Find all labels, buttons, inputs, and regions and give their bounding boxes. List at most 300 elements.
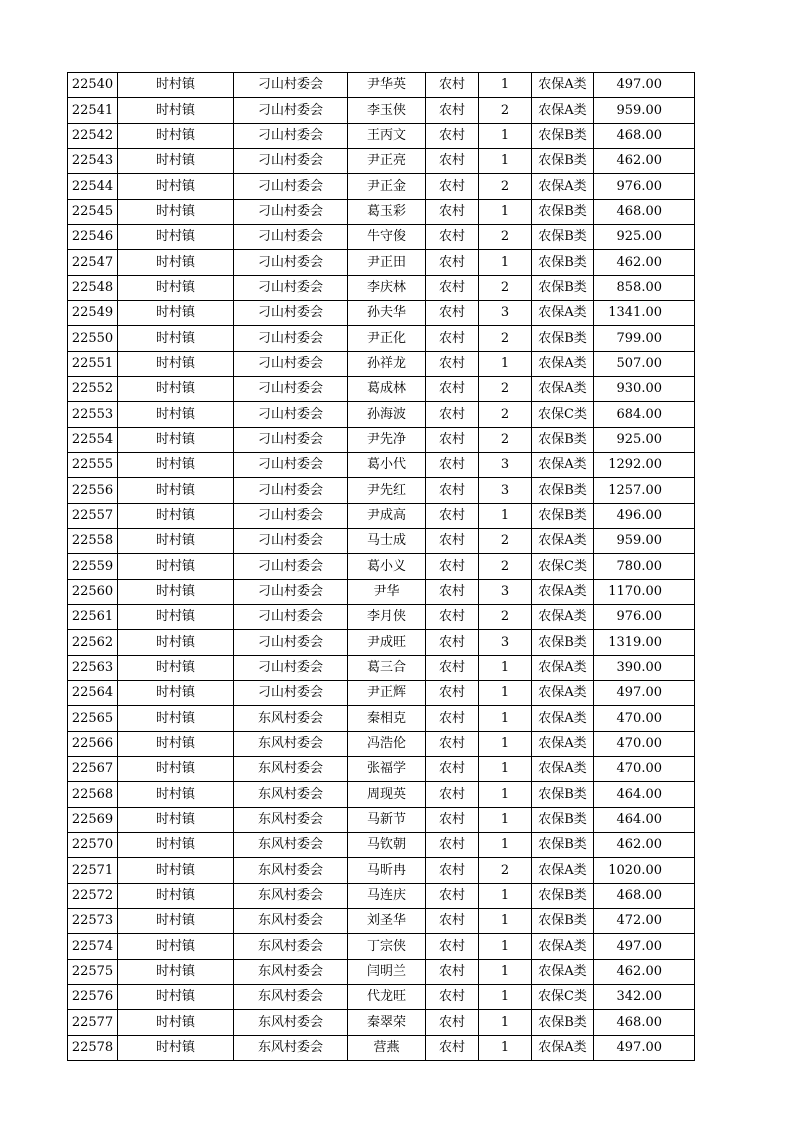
- household-size-cell: 1: [479, 934, 532, 960]
- town-cell: 时村镇: [118, 1010, 234, 1036]
- category-cell: 农村: [426, 1036, 479, 1061]
- amount-cell: 1257.00: [594, 478, 695, 504]
- name-cell: 孙夫华: [348, 301, 426, 326]
- village-committee-cell: 东风村委会: [234, 757, 348, 782]
- category-cell: 农村: [426, 200, 479, 225]
- household-size-cell: 2: [479, 276, 532, 301]
- row-number-cell: 22565: [68, 706, 118, 732]
- village-committee-cell: 刁山村委会: [234, 377, 348, 402]
- benefit-type-cell: 农保C类: [532, 402, 594, 428]
- benefit-type-cell: 农保A类: [532, 681, 594, 706]
- benefit-type-cell: 农保C类: [532, 985, 594, 1010]
- town-cell: 时村镇: [118, 352, 234, 377]
- table-row: [68, 884, 695, 909]
- name-cell: 闫明兰: [348, 960, 426, 985]
- table-row: [68, 98, 695, 124]
- town-cell: 时村镇: [118, 732, 234, 757]
- category-cell: 农村: [426, 149, 479, 174]
- household-size-cell: 1: [479, 73, 532, 98]
- name-cell: 尹先红: [348, 478, 426, 504]
- benefit-type-cell: 农保A类: [532, 529, 594, 554]
- town-cell: 时村镇: [118, 656, 234, 681]
- amount-cell: 1292.00: [594, 453, 695, 478]
- name-cell: 尹正辉: [348, 681, 426, 706]
- amount-cell: 468.00: [594, 884, 695, 909]
- table-row: [68, 960, 695, 985]
- town-cell: 时村镇: [118, 174, 234, 200]
- amount-cell: 858.00: [594, 276, 695, 301]
- village-committee-cell: 东风村委会: [234, 732, 348, 757]
- benefit-type-cell: 农保B类: [532, 478, 594, 504]
- household-size-cell: 3: [479, 630, 532, 656]
- row-number-cell: 22548: [68, 276, 118, 301]
- amount-cell: 462.00: [594, 833, 695, 858]
- name-cell: 冯浩伦: [348, 732, 426, 757]
- benefit-type-cell: 农保A类: [532, 656, 594, 681]
- amount-cell: 470.00: [594, 706, 695, 732]
- benefit-type-cell: 农保B类: [532, 630, 594, 656]
- row-number-cell: 22562: [68, 630, 118, 656]
- amount-cell: 925.00: [594, 428, 695, 453]
- row-number-cell: 22560: [68, 580, 118, 605]
- category-cell: 农村: [426, 377, 479, 402]
- table-row: [68, 757, 695, 782]
- town-cell: 时村镇: [118, 833, 234, 858]
- town-cell: 时村镇: [118, 504, 234, 529]
- name-cell: 马钦朝: [348, 833, 426, 858]
- household-size-cell: 3: [479, 580, 532, 605]
- town-cell: 时村镇: [118, 276, 234, 301]
- household-size-cell: 1: [479, 808, 532, 833]
- category-cell: 农村: [426, 174, 479, 200]
- row-number-cell: 22567: [68, 757, 118, 782]
- benefit-type-cell: 农保A类: [532, 377, 594, 402]
- amount-cell: 976.00: [594, 174, 695, 200]
- village-committee-cell: 东风村委会: [234, 1036, 348, 1061]
- table-row: [68, 301, 695, 326]
- household-size-cell: 2: [479, 225, 532, 250]
- household-size-cell: 2: [479, 402, 532, 428]
- benefit-type-cell: 农保B类: [532, 833, 594, 858]
- table-row: [68, 174, 695, 200]
- village-committee-cell: 刁山村委会: [234, 301, 348, 326]
- name-cell: 葛小代: [348, 453, 426, 478]
- village-committee-cell: 刁山村委会: [234, 504, 348, 529]
- name-cell: 马士成: [348, 529, 426, 554]
- table-row: [68, 1036, 695, 1061]
- row-number-cell: 22576: [68, 985, 118, 1010]
- town-cell: 时村镇: [118, 124, 234, 149]
- row-number-cell: 22573: [68, 909, 118, 934]
- row-number-cell: 22549: [68, 301, 118, 326]
- row-number-cell: 22570: [68, 833, 118, 858]
- table-row: [68, 833, 695, 858]
- amount-cell: 959.00: [594, 529, 695, 554]
- table-row: [68, 326, 695, 352]
- category-cell: 农村: [426, 808, 479, 833]
- household-size-cell: 2: [479, 174, 532, 200]
- category-cell: 农村: [426, 124, 479, 149]
- table-row: [68, 808, 695, 833]
- name-cell: 李月侠: [348, 605, 426, 630]
- town-cell: 时村镇: [118, 782, 234, 808]
- row-number-cell: 22564: [68, 681, 118, 706]
- benefit-type-cell: 农保A类: [532, 352, 594, 377]
- row-number-cell: 22572: [68, 884, 118, 909]
- town-cell: 时村镇: [118, 200, 234, 225]
- benefit-type-cell: 农保B类: [532, 1010, 594, 1036]
- name-cell: 尹成高: [348, 504, 426, 529]
- row-number-cell: 22561: [68, 605, 118, 630]
- amount-cell: 925.00: [594, 225, 695, 250]
- village-committee-cell: 刁山村委会: [234, 529, 348, 554]
- table-row: [68, 73, 695, 98]
- town-cell: 时村镇: [118, 757, 234, 782]
- village-committee-cell: 刁山村委会: [234, 200, 348, 225]
- table-row: [68, 453, 695, 478]
- category-cell: 农村: [426, 453, 479, 478]
- row-number-cell: 22551: [68, 352, 118, 377]
- benefit-type-cell: 农保A类: [532, 1036, 594, 1061]
- table-row: [68, 1010, 695, 1036]
- row-number-cell: 22559: [68, 554, 118, 580]
- benefit-type-cell: 农保A类: [532, 301, 594, 326]
- category-cell: 农村: [426, 833, 479, 858]
- category-cell: 农村: [426, 858, 479, 884]
- town-cell: 时村镇: [118, 301, 234, 326]
- town-cell: 时村镇: [118, 985, 234, 1010]
- table-row: [68, 200, 695, 225]
- benefit-type-cell: 农保A类: [532, 934, 594, 960]
- row-number-cell: 22541: [68, 98, 118, 124]
- benefit-type-cell: 农保A类: [532, 706, 594, 732]
- benefit-type-cell: 农保A类: [532, 174, 594, 200]
- household-size-cell: 2: [479, 428, 532, 453]
- town-cell: 时村镇: [118, 250, 234, 276]
- name-cell: 尹先净: [348, 428, 426, 453]
- relief-roster-table: [67, 72, 695, 1061]
- category-cell: 农村: [426, 1010, 479, 1036]
- name-cell: 营燕: [348, 1036, 426, 1061]
- benefit-type-cell: 农保A类: [532, 732, 594, 757]
- row-number-cell: 22543: [68, 149, 118, 174]
- category-cell: 农村: [426, 909, 479, 934]
- amount-cell: 507.00: [594, 352, 695, 377]
- village-committee-cell: 刁山村委会: [234, 580, 348, 605]
- household-size-cell: 1: [479, 200, 532, 225]
- village-committee-cell: 刁山村委会: [234, 98, 348, 124]
- category-cell: 农村: [426, 402, 479, 428]
- town-cell: 时村镇: [118, 428, 234, 453]
- amount-cell: 470.00: [594, 732, 695, 757]
- name-cell: 尹成旺: [348, 630, 426, 656]
- benefit-type-cell: 农保B类: [532, 276, 594, 301]
- name-cell: 葛三合: [348, 656, 426, 681]
- village-committee-cell: 刁山村委会: [234, 554, 348, 580]
- name-cell: 孙海波: [348, 402, 426, 428]
- row-number-cell: 22566: [68, 732, 118, 757]
- village-committee-cell: 刁山村委会: [234, 656, 348, 681]
- household-size-cell: 1: [479, 732, 532, 757]
- village-committee-cell: 刁山村委会: [234, 630, 348, 656]
- category-cell: 农村: [426, 326, 479, 352]
- household-size-cell: 1: [479, 833, 532, 858]
- category-cell: 农村: [426, 605, 479, 630]
- name-cell: 刘圣华: [348, 909, 426, 934]
- category-cell: 农村: [426, 529, 479, 554]
- category-cell: 农村: [426, 934, 479, 960]
- table-row: [68, 858, 695, 884]
- table-row: [68, 377, 695, 402]
- amount-cell: 464.00: [594, 808, 695, 833]
- table-row: [68, 225, 695, 250]
- row-number-cell: 22547: [68, 250, 118, 276]
- table-row: [68, 732, 695, 757]
- row-number-cell: 22556: [68, 478, 118, 504]
- household-size-cell: 1: [479, 681, 532, 706]
- amount-cell: 780.00: [594, 554, 695, 580]
- name-cell: 李庆林: [348, 276, 426, 301]
- row-number-cell: 22577: [68, 1010, 118, 1036]
- benefit-type-cell: 农保A类: [532, 757, 594, 782]
- amount-cell: 462.00: [594, 149, 695, 174]
- category-cell: 农村: [426, 580, 479, 605]
- name-cell: 秦翠荣: [348, 1010, 426, 1036]
- name-cell: 尹正化: [348, 326, 426, 352]
- amount-cell: 462.00: [594, 960, 695, 985]
- village-committee-cell: 刁山村委会: [234, 276, 348, 301]
- village-committee-cell: 刁山村委会: [234, 352, 348, 377]
- amount-cell: 496.00: [594, 504, 695, 529]
- village-committee-cell: 刁山村委会: [234, 681, 348, 706]
- name-cell: 秦相克: [348, 706, 426, 732]
- town-cell: 时村镇: [118, 909, 234, 934]
- amount-cell: 462.00: [594, 250, 695, 276]
- row-number-cell: 22554: [68, 428, 118, 453]
- amount-cell: 799.00: [594, 326, 695, 352]
- benefit-type-cell: 农保B类: [532, 250, 594, 276]
- town-cell: 时村镇: [118, 1036, 234, 1061]
- village-committee-cell: 刁山村委会: [234, 326, 348, 352]
- name-cell: 马昕冉: [348, 858, 426, 884]
- town-cell: 时村镇: [118, 225, 234, 250]
- village-committee-cell: 刁山村委会: [234, 174, 348, 200]
- household-size-cell: 1: [479, 149, 532, 174]
- town-cell: 时村镇: [118, 884, 234, 909]
- category-cell: 农村: [426, 478, 479, 504]
- table-row: [68, 478, 695, 504]
- amount-cell: 1319.00: [594, 630, 695, 656]
- household-size-cell: 1: [479, 656, 532, 681]
- row-number-cell: 22542: [68, 124, 118, 149]
- table-row: [68, 352, 695, 377]
- amount-cell: 342.00: [594, 985, 695, 1010]
- name-cell: 尹正田: [348, 250, 426, 276]
- table-row: [68, 149, 695, 174]
- village-committee-cell: 东风村委会: [234, 934, 348, 960]
- town-cell: 时村镇: [118, 630, 234, 656]
- village-committee-cell: 刁山村委会: [234, 250, 348, 276]
- category-cell: 农村: [426, 706, 479, 732]
- category-cell: 农村: [426, 225, 479, 250]
- row-number-cell: 22545: [68, 200, 118, 225]
- village-committee-cell: 东风村委会: [234, 833, 348, 858]
- village-committee-cell: 刁山村委会: [234, 478, 348, 504]
- benefit-type-cell: 农保A类: [532, 98, 594, 124]
- household-size-cell: 1: [479, 960, 532, 985]
- table-row: [68, 276, 695, 301]
- household-size-cell: 2: [479, 326, 532, 352]
- amount-cell: 468.00: [594, 124, 695, 149]
- household-size-cell: 2: [479, 98, 532, 124]
- name-cell: 马新节: [348, 808, 426, 833]
- town-cell: 时村镇: [118, 554, 234, 580]
- village-committee-cell: 东风村委会: [234, 960, 348, 985]
- table-row: [68, 402, 695, 428]
- name-cell: 孙祥龙: [348, 352, 426, 377]
- category-cell: 农村: [426, 985, 479, 1010]
- row-number-cell: 22555: [68, 453, 118, 478]
- village-committee-cell: 东风村委会: [234, 808, 348, 833]
- town-cell: 时村镇: [118, 402, 234, 428]
- village-committee-cell: 刁山村委会: [234, 605, 348, 630]
- category-cell: 农村: [426, 250, 479, 276]
- category-cell: 农村: [426, 782, 479, 808]
- name-cell: 尹正金: [348, 174, 426, 200]
- village-committee-cell: 东风村委会: [234, 884, 348, 909]
- amount-cell: 1020.00: [594, 858, 695, 884]
- row-number-cell: 22546: [68, 225, 118, 250]
- village-committee-cell: 刁山村委会: [234, 225, 348, 250]
- village-committee-cell: 东风村委会: [234, 909, 348, 934]
- household-size-cell: 1: [479, 757, 532, 782]
- household-size-cell: 1: [479, 504, 532, 529]
- benefit-type-cell: 农保A类: [532, 858, 594, 884]
- amount-cell: 1341.00: [594, 301, 695, 326]
- category-cell: 农村: [426, 656, 479, 681]
- name-cell: 张福学: [348, 757, 426, 782]
- category-cell: 农村: [426, 554, 479, 580]
- benefit-type-cell: 农保B类: [532, 808, 594, 833]
- village-committee-cell: 刁山村委会: [234, 453, 348, 478]
- row-number-cell: 22552: [68, 377, 118, 402]
- table-row: [68, 656, 695, 681]
- benefit-type-cell: 农保B类: [532, 884, 594, 909]
- row-number-cell: 22575: [68, 960, 118, 985]
- household-size-cell: 3: [479, 478, 532, 504]
- amount-cell: 930.00: [594, 377, 695, 402]
- amount-cell: 976.00: [594, 605, 695, 630]
- table-row: [68, 250, 695, 276]
- household-size-cell: 3: [479, 453, 532, 478]
- table-body: [68, 73, 695, 1061]
- household-size-cell: 1: [479, 124, 532, 149]
- amount-cell: 470.00: [594, 757, 695, 782]
- row-number-cell: 22544: [68, 174, 118, 200]
- table-row: [68, 605, 695, 630]
- benefit-type-cell: 农保B类: [532, 428, 594, 453]
- town-cell: 时村镇: [118, 706, 234, 732]
- name-cell: 王丙文: [348, 124, 426, 149]
- category-cell: 农村: [426, 884, 479, 909]
- town-cell: 时村镇: [118, 73, 234, 98]
- household-size-cell: 1: [479, 985, 532, 1010]
- amount-cell: 497.00: [594, 934, 695, 960]
- village-committee-cell: 刁山村委会: [234, 124, 348, 149]
- name-cell: 牛守俊: [348, 225, 426, 250]
- town-cell: 时村镇: [118, 453, 234, 478]
- category-cell: 农村: [426, 504, 479, 529]
- town-cell: 时村镇: [118, 149, 234, 174]
- town-cell: 时村镇: [118, 580, 234, 605]
- table-row: [68, 706, 695, 732]
- benefit-type-cell: 农保B类: [532, 149, 594, 174]
- town-cell: 时村镇: [118, 478, 234, 504]
- name-cell: 葛小义: [348, 554, 426, 580]
- town-cell: 时村镇: [118, 98, 234, 124]
- household-size-cell: 1: [479, 782, 532, 808]
- amount-cell: 497.00: [594, 1036, 695, 1061]
- category-cell: 农村: [426, 301, 479, 326]
- row-number-cell: 22578: [68, 1036, 118, 1061]
- village-committee-cell: 刁山村委会: [234, 149, 348, 174]
- name-cell: 代龙旺: [348, 985, 426, 1010]
- table-row: [68, 428, 695, 453]
- benefit-type-cell: 农保A类: [532, 580, 594, 605]
- row-number-cell: 22540: [68, 73, 118, 98]
- name-cell: 尹正亮: [348, 149, 426, 174]
- town-cell: 时村镇: [118, 960, 234, 985]
- household-size-cell: 2: [479, 377, 532, 402]
- town-cell: 时村镇: [118, 858, 234, 884]
- name-cell: 丁宗侠: [348, 934, 426, 960]
- row-number-cell: 22568: [68, 782, 118, 808]
- benefit-type-cell: 农保B类: [532, 326, 594, 352]
- category-cell: 农村: [426, 352, 479, 377]
- village-committee-cell: 东风村委会: [234, 1010, 348, 1036]
- town-cell: 时村镇: [118, 377, 234, 402]
- table-row: [68, 580, 695, 605]
- category-cell: 农村: [426, 428, 479, 453]
- benefit-type-cell: 农保B类: [532, 225, 594, 250]
- town-cell: 时村镇: [118, 808, 234, 833]
- village-committee-cell: 东风村委会: [234, 782, 348, 808]
- household-size-cell: 1: [479, 1010, 532, 1036]
- amount-cell: 497.00: [594, 73, 695, 98]
- village-committee-cell: 东风村委会: [234, 858, 348, 884]
- amount-cell: 497.00: [594, 681, 695, 706]
- town-cell: 时村镇: [118, 529, 234, 554]
- row-number-cell: 22553: [68, 402, 118, 428]
- household-size-cell: 1: [479, 706, 532, 732]
- row-number-cell: 22569: [68, 808, 118, 833]
- row-number-cell: 22557: [68, 504, 118, 529]
- village-committee-cell: 东风村委会: [234, 985, 348, 1010]
- benefit-type-cell: 农保A类: [532, 73, 594, 98]
- amount-cell: 468.00: [594, 1010, 695, 1036]
- category-cell: 农村: [426, 98, 479, 124]
- amount-cell: 1170.00: [594, 580, 695, 605]
- name-cell: 葛成林: [348, 377, 426, 402]
- row-number-cell: 22563: [68, 656, 118, 681]
- household-size-cell: 2: [479, 554, 532, 580]
- household-size-cell: 3: [479, 301, 532, 326]
- table-row: [68, 681, 695, 706]
- town-cell: 时村镇: [118, 326, 234, 352]
- category-cell: 农村: [426, 681, 479, 706]
- benefit-type-cell: 农保B类: [532, 124, 594, 149]
- household-size-cell: 2: [479, 605, 532, 630]
